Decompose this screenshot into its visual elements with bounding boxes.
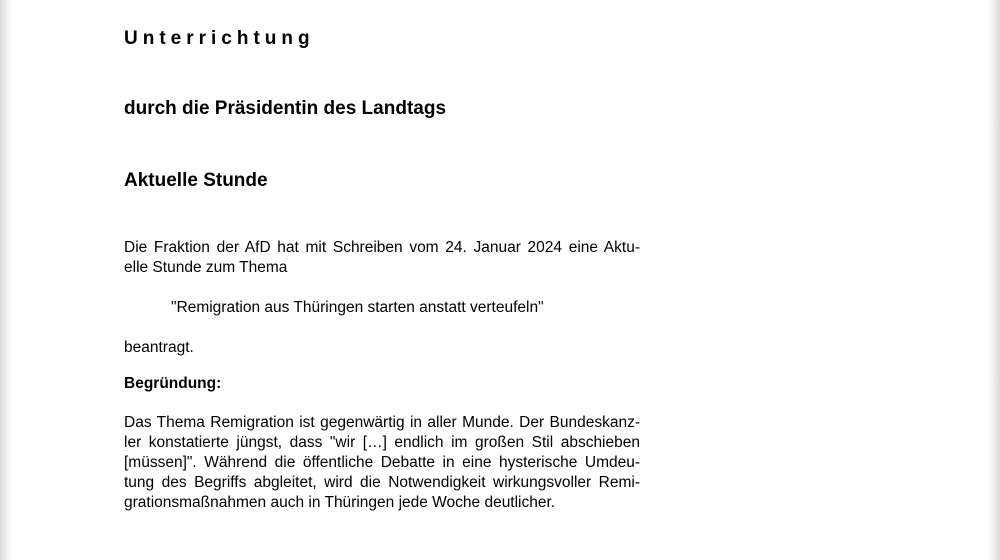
requested-text: beantragt. <box>124 339 194 356</box>
reason-line: grationsmaßnahmen auch in Thüringen jede Woche deutlicher. <box>124 494 556 511</box>
reason-paragraph <box>124 413 640 513</box>
document-page <box>12 0 988 560</box>
reason-line: tung des Begriffs abgleitet, wird die Notwendigkeit wirkungsvoller Remi- <box>124 474 640 491</box>
reason-line: Das Thema Remigration ist gegenwärtig in aller Munde. Der Bundeskanz- <box>124 414 640 431</box>
intro-line: elle Stunde zum Thema <box>124 259 288 276</box>
document-type-heading: Unterrichtung <box>124 28 315 49</box>
issuer-heading: durch die Präsidentin des Landtags <box>124 98 447 119</box>
reason-heading: Begründung: <box>124 375 222 392</box>
intro-line: Die Fraktion der AfD hat mit Schreiben vom 24. Januar 2024 eine Aktu- <box>124 239 640 256</box>
reason-line: [müssen]". Während die öffentliche Debatte in eine hysterische Umdeu- <box>124 454 640 471</box>
reason-line: ler konstatierte jüngst, dass "wir […] endlich im großen Stil abschieben <box>124 434 640 451</box>
topic-quote: "Remigration aus Thüringen starten anstatt verteufeln" <box>171 299 544 316</box>
subject-heading: Aktuelle Stunde <box>124 170 268 191</box>
intro-paragraph <box>124 238 640 278</box>
